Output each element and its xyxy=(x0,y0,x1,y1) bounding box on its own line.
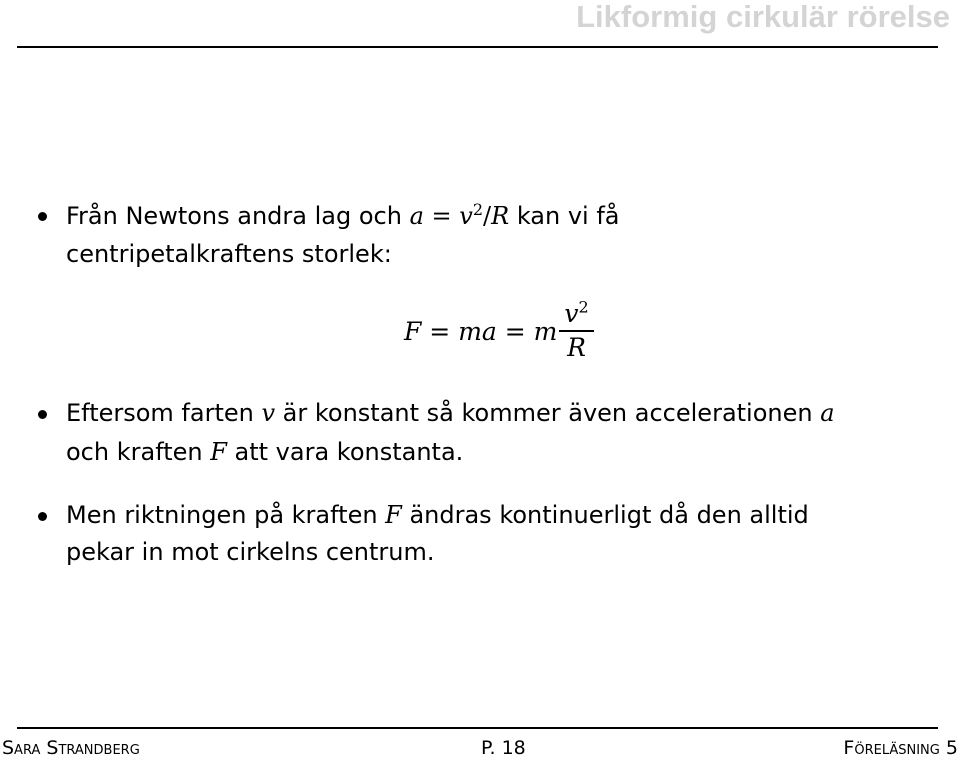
slide-title: Likformig cirkulär rörelse xyxy=(576,0,950,34)
math-operator: = xyxy=(423,202,460,230)
bullet-1-line-2: centripetalkraftens storlek: xyxy=(66,240,392,268)
text-run: är konstant så kommer även accelerationen xyxy=(275,399,821,427)
math-symbol: m xyxy=(533,316,558,346)
text-run: kan vi få xyxy=(509,202,620,230)
math-operator: / xyxy=(483,202,492,230)
fraction-denominator: R xyxy=(567,332,586,362)
text-run: Men riktningen på kraften xyxy=(66,501,386,529)
bullet-1-line-1 xyxy=(66,201,620,231)
math-exponent: 2 xyxy=(472,200,484,219)
bullet-marker xyxy=(38,410,47,419)
math-symbol: v xyxy=(459,202,473,230)
fraction xyxy=(559,299,593,364)
text-run: och kraften xyxy=(66,438,211,466)
text-run: att vara konstanta. xyxy=(226,438,464,466)
math-symbol: v xyxy=(261,399,276,427)
header-divider xyxy=(17,46,938,48)
text-run: ändras kontinuerligt då den alltid xyxy=(401,501,809,529)
bullet-2-line-1 xyxy=(66,398,835,428)
math-symbol: F xyxy=(385,501,402,529)
math-symbol: v xyxy=(564,298,579,328)
math-exponent: 2 xyxy=(578,297,589,317)
text-run: Från Newtons andra lag och xyxy=(66,202,410,230)
math-symbol: ma xyxy=(458,316,497,346)
bullet-marker xyxy=(38,512,47,521)
fraction-numerator xyxy=(559,299,593,332)
footer-author: Sara Strandberg xyxy=(2,737,140,759)
footer-divider xyxy=(17,727,938,729)
centripetal-force-equation xyxy=(404,296,594,366)
bullet-3-line-2: pekar in mot cirkelns centrum. xyxy=(66,538,435,566)
text-run: Eftersom farten xyxy=(66,399,262,427)
bullet-marker xyxy=(38,212,47,221)
math-operator: = xyxy=(496,316,534,346)
bullet-3-line-1 xyxy=(66,500,809,530)
math-symbol: a xyxy=(820,399,835,427)
math-symbol: F xyxy=(404,316,422,346)
footer-page-number: P. 18 xyxy=(481,737,526,759)
math-operator: = xyxy=(421,316,459,346)
math-symbol: F xyxy=(210,438,227,466)
footer-lecture: Föreläsning 5 xyxy=(843,737,958,759)
bullet-2-line-2 xyxy=(66,437,463,467)
math-symbol: a xyxy=(409,202,424,230)
math-symbol: R xyxy=(491,202,510,230)
